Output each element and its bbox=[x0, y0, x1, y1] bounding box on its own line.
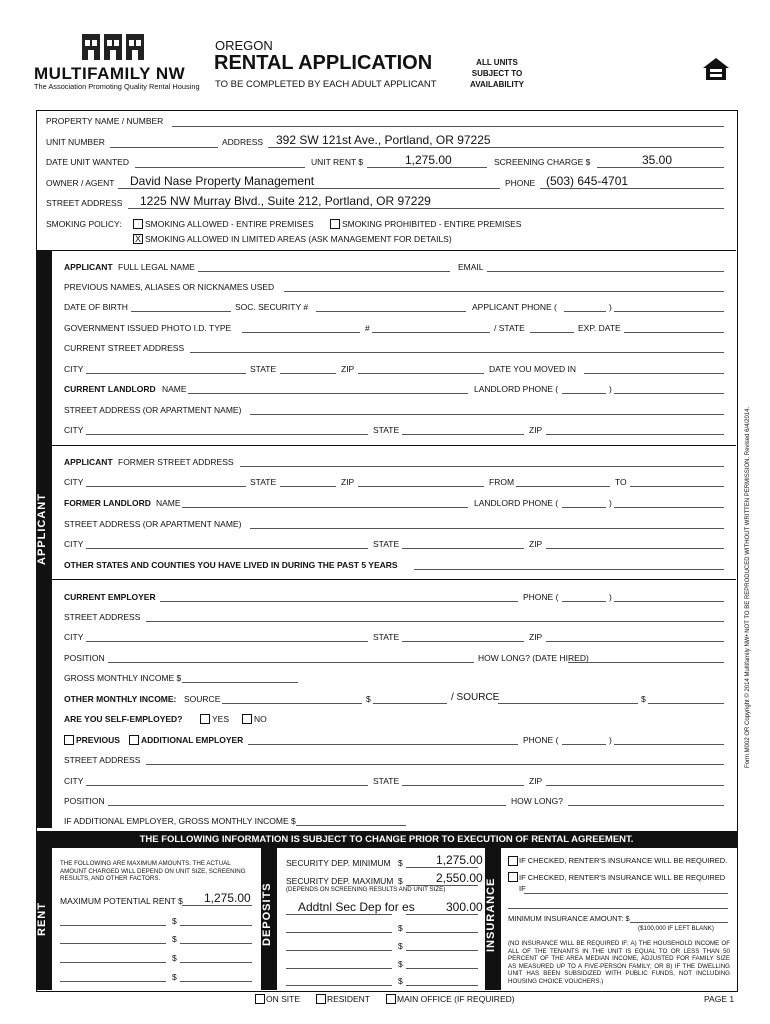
former-to-label: TO bbox=[615, 477, 627, 487]
previous-employer-label: PREVIOUS bbox=[76, 735, 120, 745]
page-subtitle: TO BE COMPLETED BY EACH ADULT APPLICANT bbox=[215, 79, 437, 90]
other-income-source-field[interactable] bbox=[222, 703, 362, 704]
rent-item-1-dollar: $ bbox=[172, 916, 177, 926]
address-field[interactable] bbox=[268, 147, 724, 148]
landlord-street-field[interactable] bbox=[250, 414, 724, 415]
employer-state-label: STATE bbox=[373, 632, 400, 642]
street-label: STREET ADDRESS bbox=[46, 198, 123, 208]
additional-street-label: STREET ADDRESS bbox=[64, 755, 141, 765]
insurance-condition-field-1[interactable] bbox=[524, 893, 728, 894]
additional-employer-checkbox[interactable] bbox=[129, 735, 139, 745]
dob-label: DATE OF BIRTH bbox=[64, 302, 128, 312]
applicant-phone-field[interactable] bbox=[614, 311, 724, 312]
additional-phone-label: PHONE ( bbox=[523, 735, 559, 745]
state-label: OREGON bbox=[215, 38, 273, 53]
owner-value: David Nase Property Management bbox=[130, 174, 315, 188]
employer-phone-area[interactable] bbox=[562, 601, 606, 602]
former-to-field[interactable] bbox=[630, 486, 724, 487]
additional-state-field[interactable] bbox=[402, 785, 524, 786]
notice-text: THE FOLLOWING INFORMATION IS SUBJECT TO CHANGE PRIOR TO EXECUTION OF RENTAL AGREEMENT. bbox=[139, 834, 634, 845]
position-label: POSITION bbox=[64, 653, 105, 663]
deposit-item-2-label[interactable] bbox=[286, 932, 392, 933]
logo-tagline: The Association Promoting Quality Rental Housing bbox=[34, 82, 200, 91]
former-landlord-bold: FORMER LANDLORD bbox=[64, 498, 151, 508]
deposits-side-label: DEPOSITS bbox=[261, 882, 273, 946]
deposit-extra-label-field[interactable] bbox=[286, 914, 392, 915]
deposit-item-3-label[interactable] bbox=[286, 950, 392, 951]
landlord-phone-area[interactable] bbox=[562, 393, 606, 394]
self-employed-yes-label: YES bbox=[212, 714, 230, 724]
former-landlord-city-field[interactable] bbox=[86, 548, 368, 549]
legal-name-field[interactable] bbox=[198, 271, 450, 272]
deposit-item-3-dollar: $ bbox=[398, 941, 403, 951]
email-label: EMAIL bbox=[458, 262, 484, 272]
max-rent-value: 1,275.00 bbox=[204, 891, 251, 905]
other-income-source-label: SOURCE bbox=[184, 694, 221, 704]
additional-street-field[interactable] bbox=[146, 764, 724, 765]
other-income-dollar2: $ bbox=[641, 694, 646, 704]
deposit-min-label: SECURITY DEP. MINIMUM bbox=[286, 858, 391, 868]
landlord-phone-close: ) bbox=[609, 384, 612, 394]
owner-label: OWNER / AGENT bbox=[46, 178, 115, 188]
former-zip-label: ZIP bbox=[341, 477, 355, 487]
additional-income-label: IF ADDITIONAL EMPLOYER, GROSS MONTHLY INCOME $ bbox=[64, 816, 296, 826]
other-income-dollar: $ bbox=[366, 694, 371, 704]
availability-note: ALL UNITS SUBJECT TO AVAILABILITY bbox=[470, 58, 524, 89]
copyright-note: Form M002 OR Copyright © 2014 Multifamily NW• NOT TO BE REPRODUCED WITHOUT WRITTEN PERMISSION. Revised 6/4/2014. bbox=[745, 406, 751, 768]
additional-city-label: CITY bbox=[64, 776, 84, 786]
landlord-street-label: STREET ADDRESS (OR APARTMENT NAME) bbox=[64, 405, 242, 415]
current-employer-label: CURRENT EMPLOYER bbox=[64, 592, 156, 602]
landlord-state-label: STATE bbox=[373, 425, 400, 435]
applicant-bold-label: APPLICANT bbox=[64, 262, 113, 272]
main-office-checkbox[interactable] bbox=[386, 994, 396, 1004]
other-income-source2-field[interactable] bbox=[498, 703, 638, 704]
screening-value: 35.00 bbox=[642, 153, 673, 167]
deposit-item-2-amount[interactable] bbox=[406, 932, 478, 933]
landlord-zip-label: ZIP bbox=[529, 425, 543, 435]
smoking-policy-label: SMOKING POLICY: bbox=[46, 219, 122, 229]
landlord-zip-field[interactable] bbox=[546, 434, 724, 435]
gov-id-number-field[interactable] bbox=[372, 332, 490, 333]
page-number: PAGE 1 bbox=[704, 994, 735, 1004]
screening-field[interactable] bbox=[597, 167, 724, 168]
deposit-item-4-label[interactable] bbox=[286, 968, 392, 969]
resident-checkbox[interactable] bbox=[316, 994, 326, 1004]
former-landlord-state-label: STATE bbox=[373, 539, 400, 549]
other-states-label: OTHER STATES AND COUNTIES YOU HAVE LIVED IN DURING THE PAST 5 YEARS bbox=[64, 560, 398, 570]
additional-income-field[interactable] bbox=[296, 825, 406, 826]
date-wanted-label: DATE UNIT WANTED bbox=[46, 157, 129, 167]
deposit-min-field[interactable] bbox=[406, 867, 478, 868]
street-field[interactable] bbox=[128, 208, 724, 209]
additional-employer-field[interactable] bbox=[248, 744, 518, 745]
on-site-label: ON SITE bbox=[266, 994, 301, 1004]
rent-item-3-label[interactable] bbox=[60, 962, 166, 963]
applicant-side-label: APPLICANT bbox=[36, 493, 48, 565]
former-from-label: FROM bbox=[489, 477, 515, 487]
deposit-item-3-amount[interactable] bbox=[406, 950, 478, 951]
additional-phone-close: ) bbox=[609, 735, 612, 745]
address-value: 392 SW 121st Ave., Portland, OR 97225 bbox=[276, 133, 491, 147]
insurance-exemption-note: (NO INSURANCE WILL BE REQUIRED IF: A) THE HOUSEHOLD INCOME OF ALL OF THE TENANTS IN THE UNIT IS EQUAL TO OR LESS THAN 50 PERCENT OF THE AREA MEDIAN INCOME, ADJUSTED FOR FAMILY SIZE AS MEASURED UP TO A FIVE-PERSON FAMILY; OR B) IF THE DWELLING UNIT HAS BEEN SUBSIDIZED WITH PUBLIC FUNDS, NOT INCLUDING HOUSING CHOICE VOUCHERS.) bbox=[508, 940, 730, 985]
additional-phone-area[interactable] bbox=[562, 744, 606, 745]
applicant-phone-close: ) bbox=[609, 302, 612, 312]
former-city-label: CITY bbox=[64, 477, 84, 487]
gov-id-label: GOVERNMENT ISSUED PHOTO I.D. TYPE bbox=[64, 323, 232, 333]
rent-item-3-amount[interactable] bbox=[180, 962, 252, 963]
smoking-limited-label: SMOKING ALLOWED IN LIMITED AREAS (ASK MANAGEMENT FOR DETAILS) bbox=[145, 234, 452, 244]
unit-rent-value: 1,275.00 bbox=[405, 153, 452, 167]
former-landlord-name-label: NAME bbox=[156, 498, 181, 508]
zip-field[interactable] bbox=[358, 373, 484, 374]
additional-zip-field[interactable] bbox=[546, 785, 724, 786]
deposit-item-4-dollar: $ bbox=[398, 959, 403, 969]
employer-street-label: STREET ADDRESS bbox=[64, 612, 141, 622]
street-value: 1225 NW Murray Blvd., Suite 212, Portland, OR 97229 bbox=[140, 194, 431, 208]
state-field[interactable] bbox=[280, 373, 336, 374]
deposit-extra-amount-field[interactable] bbox=[406, 914, 478, 915]
ssn-label: SOC. SECURITY # bbox=[235, 302, 309, 312]
unit-number-label: UNIT NUMBER bbox=[46, 137, 105, 147]
property-name-label: PROPERTY NAME / NUMBER bbox=[46, 116, 164, 126]
divider-employer bbox=[52, 579, 736, 580]
rent-item-1-amount[interactable] bbox=[180, 925, 252, 926]
former-from-field[interactable] bbox=[516, 486, 610, 487]
employer-city-label: CITY bbox=[64, 632, 84, 642]
unit-rent-field[interactable] bbox=[367, 167, 487, 168]
former-landlord-phone-label: LANDLORD PHONE ( bbox=[474, 498, 559, 508]
unit-rent-label: UNIT RENT $ bbox=[311, 157, 364, 167]
how-long-date-label: HOW LONG? (DATE HIRED) bbox=[478, 653, 589, 663]
employer-zip-label: ZIP bbox=[529, 632, 543, 642]
former-state-field[interactable] bbox=[280, 486, 336, 487]
address-label: ADDRESS bbox=[222, 137, 264, 147]
former-landlord-phone-field[interactable] bbox=[614, 507, 724, 508]
other-income-source2-label: / SOURCE bbox=[451, 692, 500, 703]
other-income-amount2-field[interactable] bbox=[648, 703, 724, 704]
state-label: STATE bbox=[250, 364, 277, 374]
former-landlord-city-label: CITY bbox=[64, 539, 84, 549]
rent-item-4-label[interactable] bbox=[60, 981, 166, 982]
divider-former bbox=[52, 445, 736, 446]
additional-position-label: POSITION bbox=[64, 796, 105, 806]
landlord-city-label: CITY bbox=[64, 425, 84, 435]
current-street-label: CURRENT STREET ADDRESS bbox=[64, 343, 185, 353]
former-city-field[interactable] bbox=[86, 486, 246, 487]
deposit-min-value: 1,275.00 bbox=[436, 853, 483, 867]
employer-phone-field[interactable] bbox=[614, 601, 724, 602]
gov-id-type-field[interactable] bbox=[242, 332, 360, 333]
landlord-city-field[interactable] bbox=[86, 434, 368, 435]
employer-street-field[interactable] bbox=[146, 621, 724, 622]
gross-income-field[interactable] bbox=[182, 682, 298, 683]
ssn-field[interactable] bbox=[316, 311, 466, 312]
current-employer-field[interactable] bbox=[160, 601, 518, 602]
email-field[interactable] bbox=[487, 271, 724, 272]
smoking-entire-checkbox[interactable] bbox=[133, 219, 143, 229]
insurance-default-note: ($100,000 IF LEFT BLANK) bbox=[638, 925, 714, 932]
additional-how-long-label: HOW LONG? bbox=[511, 796, 563, 806]
former-landlord-name-field[interactable] bbox=[182, 507, 468, 508]
insurance-required-checkbox[interactable] bbox=[508, 856, 518, 866]
employer-city-field[interactable] bbox=[86, 641, 368, 642]
gov-id-hash: # bbox=[365, 323, 370, 333]
insurance-side-label: INSURANCE bbox=[485, 877, 497, 952]
smoking-prohibited-checkbox[interactable] bbox=[330, 219, 340, 229]
how-long-date-field[interactable] bbox=[568, 662, 724, 663]
gov-id-exp-field[interactable] bbox=[624, 332, 724, 333]
rent-side-label: RENT bbox=[36, 902, 48, 936]
deposit-extra-value: 300.00 bbox=[446, 900, 483, 914]
former-landlord-zip-field[interactable] bbox=[546, 548, 724, 549]
current-landlord-bold: CURRENT LANDLORD bbox=[64, 384, 156, 394]
former-street-field[interactable] bbox=[240, 466, 724, 467]
self-employed-yes-checkbox[interactable] bbox=[200, 714, 210, 724]
landlord-phone-field[interactable] bbox=[614, 393, 724, 394]
self-employed-label: ARE YOU SELF-EMPLOYED? bbox=[64, 714, 183, 724]
previous-employer-checkbox[interactable] bbox=[64, 735, 74, 745]
main-office-label: MAIN OFFICE (IF REQUIRED) bbox=[397, 994, 515, 1004]
deposit-item-5-amount[interactable] bbox=[406, 985, 478, 986]
owner-phone-value: (503) 645-4701 bbox=[546, 174, 629, 188]
insurance-required-label: IF CHECKED, RENTER'S INSURANCE WILL BE REQUIRED. bbox=[519, 856, 728, 865]
date-moved-field[interactable] bbox=[584, 373, 724, 374]
equal-housing-icon bbox=[701, 56, 731, 86]
unit-number-field[interactable] bbox=[110, 147, 218, 148]
zip-label: ZIP bbox=[341, 364, 355, 374]
additional-employer-label: ADDITIONAL EMPLOYER bbox=[141, 735, 244, 745]
additional-city-field[interactable] bbox=[86, 785, 368, 786]
date-wanted-field[interactable] bbox=[135, 167, 305, 168]
other-income-label: OTHER MONTHLY INCOME: bbox=[64, 694, 177, 704]
smoking-limited-checkbox[interactable]: X bbox=[134, 234, 141, 244]
former-landlord-street-field[interactable] bbox=[250, 528, 724, 529]
former-landlord-phone-close: ) bbox=[609, 498, 612, 508]
city-label: CITY bbox=[64, 364, 84, 374]
page-title: RENTAL APPLICATION bbox=[214, 52, 433, 74]
former-landlord-zip-label: ZIP bbox=[529, 539, 543, 549]
owner-field[interactable] bbox=[118, 188, 500, 189]
deposit-item-5-dollar: $ bbox=[398, 976, 403, 986]
logo-name: MULTIFAMILY NW bbox=[34, 64, 186, 83]
deposit-item-2-dollar: $ bbox=[398, 923, 403, 933]
deposit-item-5-label[interactable] bbox=[286, 985, 392, 986]
additional-position-field[interactable] bbox=[108, 805, 506, 806]
employer-zip-field[interactable] bbox=[546, 641, 724, 642]
max-rent-field[interactable] bbox=[182, 905, 252, 906]
insurance-conditional-label: IF CHECKED, RENTER'S INSURANCE WILL BE REQUIRED IF bbox=[519, 873, 726, 893]
prev-names-label: PREVIOUS NAMES, ALIASES OR NICKNAMES USED bbox=[64, 282, 275, 292]
property-name-field[interactable] bbox=[172, 126, 724, 127]
resident-label: RESIDENT bbox=[327, 994, 370, 1004]
legal-name-label: FULL LEGAL NAME bbox=[118, 262, 195, 272]
applicant-phone-label: APPLICANT PHONE ( bbox=[472, 302, 557, 312]
landlord-state-field[interactable] bbox=[402, 434, 524, 435]
former-landlord-phone-area[interactable] bbox=[562, 507, 606, 508]
gov-id-state-field[interactable] bbox=[530, 332, 574, 333]
additional-zip-label: ZIP bbox=[529, 776, 543, 786]
deposit-item-4-amount[interactable] bbox=[406, 968, 478, 969]
insurance-min-field[interactable] bbox=[630, 922, 728, 923]
former-zip-field[interactable] bbox=[358, 486, 484, 487]
dob-field[interactable] bbox=[131, 311, 231, 312]
deposit-max-dollar: $ bbox=[398, 876, 403, 886]
rent-note: THE FOLLOWING ARE MAXIMUM AMOUNTS. THE ACTUAL AMOUNT CHARGED WILL DEPEND ON UNIT SIZE, SCREENING RESULTS, AND OTHER FACTORS. bbox=[60, 860, 246, 882]
applicant-phone-area[interactable] bbox=[564, 311, 606, 312]
building-logo-icon bbox=[80, 30, 146, 62]
gov-id-exp-label: EXP. DATE bbox=[578, 323, 621, 333]
current-landlord-name-label: NAME bbox=[162, 384, 187, 394]
rent-item-4-amount[interactable] bbox=[180, 981, 252, 982]
employer-phone-close: ) bbox=[609, 592, 612, 602]
employer-state-field[interactable] bbox=[402, 641, 524, 642]
screening-label: SCREENING CHARGE $ bbox=[494, 157, 591, 167]
insurance-conditional-checkbox[interactable] bbox=[508, 872, 518, 882]
deposit-extra-label: Addtnl Sec Dep for es bbox=[298, 900, 415, 914]
former-street-label: FORMER STREET ADDRESS bbox=[118, 457, 234, 467]
deposit-min-dollar: $ bbox=[398, 858, 403, 868]
position-field[interactable] bbox=[108, 662, 474, 663]
additional-state-label: STATE bbox=[373, 776, 400, 786]
additional-how-long-field[interactable] bbox=[568, 805, 724, 806]
former-landlord-street-label: STREET ADDRESS (OR APARTMENT NAME) bbox=[64, 519, 242, 529]
prev-names-field[interactable] bbox=[284, 291, 724, 292]
former-state-label: STATE bbox=[250, 477, 277, 487]
insurance-min-label: MINIMUM INSURANCE AMOUNT: $ bbox=[508, 914, 630, 923]
rent-item-2-label[interactable] bbox=[60, 943, 166, 944]
city-field[interactable] bbox=[86, 373, 246, 374]
former-landlord-state-field[interactable] bbox=[402, 548, 524, 549]
date-moved-label: DATE YOU MOVED IN bbox=[489, 364, 577, 374]
self-employed-no-checkbox[interactable] bbox=[242, 714, 252, 724]
current-street-field[interactable] bbox=[190, 352, 724, 353]
logo bbox=[80, 30, 146, 62]
landlord-phone-label: LANDLORD PHONE ( bbox=[474, 384, 559, 394]
gross-income-label: GROSS MONTHLY INCOME $ bbox=[64, 673, 182, 683]
max-rent-label: MAXIMUM POTENTIAL RENT $ bbox=[60, 896, 183, 906]
rent-item-2-dollar: $ bbox=[172, 934, 177, 944]
self-employed-no-label: NO bbox=[254, 714, 267, 724]
deposit-depends-note: (DEPENDS ON SCREENING RESULTS AND UNIT SIZE) bbox=[286, 886, 446, 893]
rent-item-3-dollar: $ bbox=[172, 953, 177, 963]
on-site-checkbox[interactable] bbox=[255, 994, 265, 1004]
rent-item-4-dollar: $ bbox=[172, 972, 177, 982]
other-states-field[interactable] bbox=[414, 569, 724, 570]
other-income-amount-field[interactable] bbox=[373, 703, 447, 704]
smoking-prohibited-label: SMOKING PROHIBITED - ENTIRE PREMISES bbox=[342, 219, 522, 229]
deposit-max-value: 2,550.00 bbox=[436, 871, 483, 885]
former-bold: APPLICANT bbox=[64, 457, 113, 467]
additional-phone-field[interactable] bbox=[614, 744, 724, 745]
employer-phone-label: PHONE ( bbox=[523, 592, 559, 602]
owner-phone-label: PHONE bbox=[505, 178, 536, 188]
owner-phone-field[interactable] bbox=[540, 188, 724, 189]
deposit-max-label: SECURITY DEP. MAXIMUM bbox=[286, 876, 394, 886]
gov-id-state-label: / STATE bbox=[494, 323, 525, 333]
insurance-condition-field-2[interactable] bbox=[508, 908, 728, 909]
current-landlord-name-field[interactable] bbox=[188, 393, 468, 394]
rent-item-1-label[interactable] bbox=[60, 925, 166, 926]
rent-item-2-amount[interactable] bbox=[180, 943, 252, 944]
smoking-entire-label: SMOKING ALLOWED - ENTIRE PREMISES bbox=[145, 219, 314, 229]
